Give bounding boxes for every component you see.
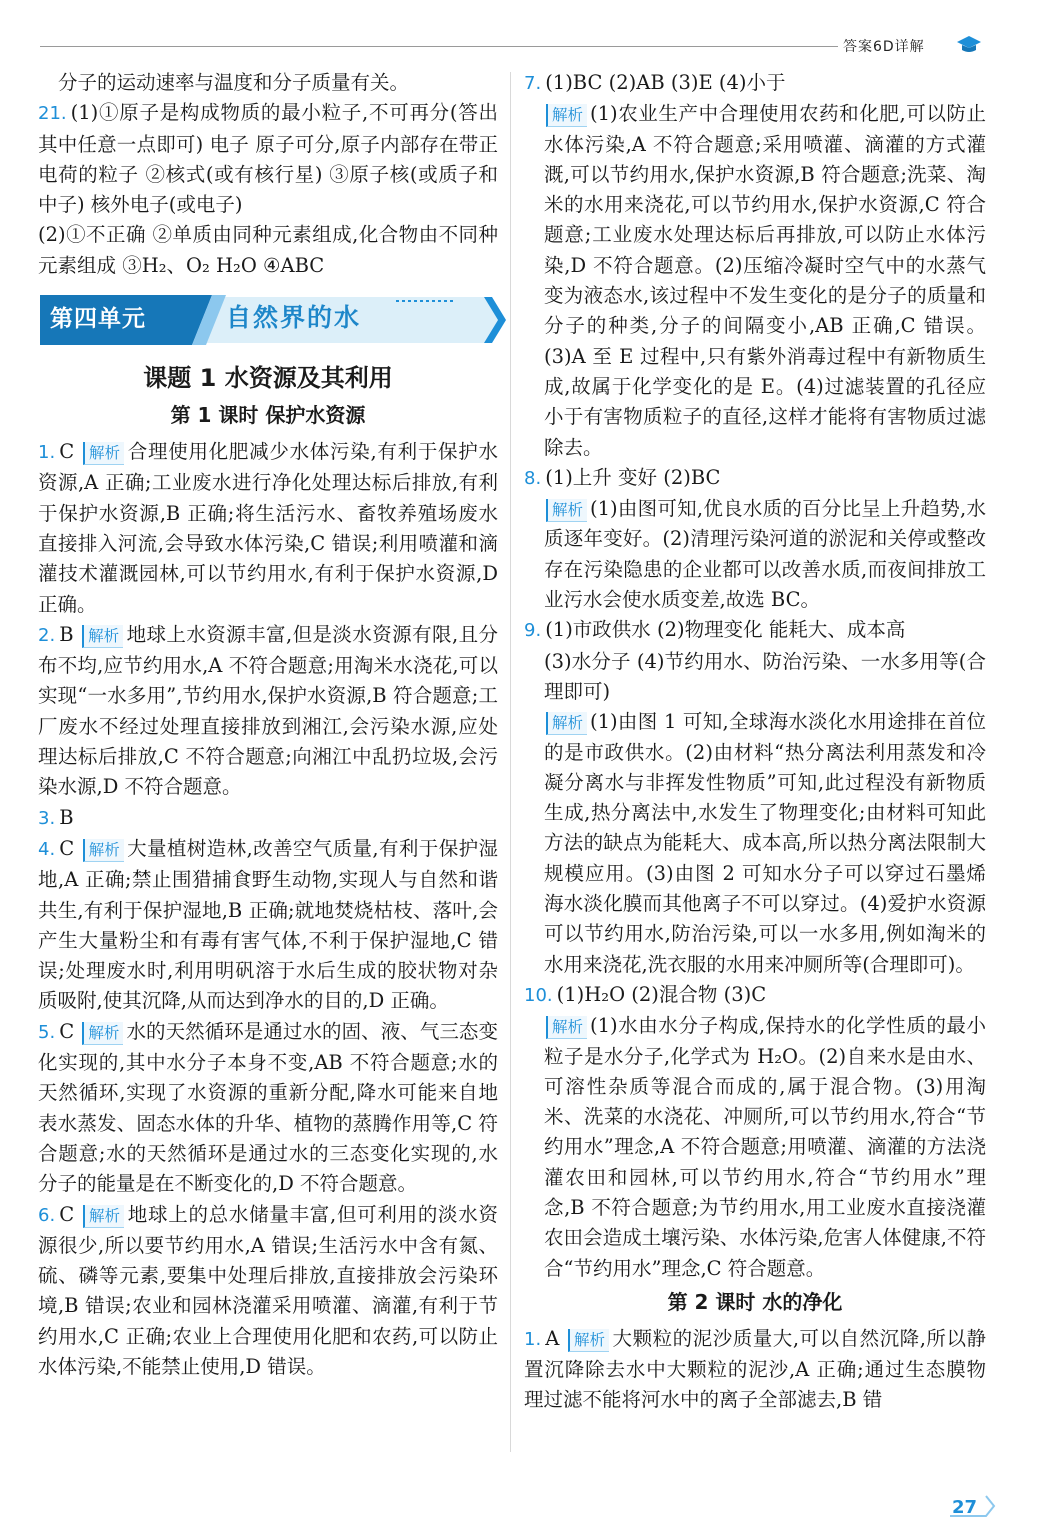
answer-9-part2: (3)水分子 (4)节约用水、防治污染、一水多用等(合理即可) bbox=[544, 649, 986, 703]
analysis-tag: 解析 bbox=[82, 625, 123, 648]
answer-choice: (1)上升 变好 (2)BC bbox=[545, 465, 721, 489]
question-number: 2. bbox=[38, 624, 56, 646]
unit-label: 第四单元 bbox=[50, 306, 146, 333]
question-number: 9. bbox=[524, 620, 542, 642]
answer-choice: (1)市政供水 (2)物理变化 能耗大、成本高 bbox=[545, 618, 906, 642]
analysis-tag: 解析 bbox=[546, 104, 587, 127]
answer-text: (1)①原子是构成物质的最小粒子,不可再分(答出其中任意一点即可) 电子 原子可分,原子内部存在带正电荷的粒子 ②核式(或有核行星) ③原子核(或质子和中子) 核外电子(或电子) bbox=[38, 101, 498, 217]
analysis-tag: 解析 bbox=[546, 712, 587, 735]
analysis-8 bbox=[524, 494, 986, 615]
left-column bbox=[38, 68, 498, 1382]
answer-choice: (1)BC (2)AB (3)E (4)小于 bbox=[545, 71, 786, 94]
answer-1-lesson2 bbox=[524, 1324, 986, 1416]
analysis-text: (1)由图可知,优良水质的百分比呈上升趋势,水质逐年变好。(2)清理污染河道的淤泥和关停或整改存在污染隐患的企业都可以改善水质,而夜间排放工业污水会使水质变差,故选 BC。 bbox=[544, 497, 986, 612]
page-number: 27 bbox=[952, 1497, 978, 1518]
analysis-10 bbox=[524, 1011, 986, 1284]
question-number: 7. bbox=[524, 73, 542, 94]
analysis-text: 大颗粒的泥沙质量大,可以自然沉降,所以静置沉降除去水中大颗粒的泥沙,A 正确;通过生态膜物理过滤不能将河水中的离子全部滤去,B 错 bbox=[524, 1326, 986, 1412]
prev-answer-line: 分子的运动速率与温度和分子质量有关。 bbox=[58, 71, 410, 94]
question-number: 6. bbox=[38, 1204, 56, 1226]
analysis-tag: 解析 bbox=[82, 1022, 123, 1045]
answer-choice: C bbox=[59, 836, 75, 860]
answer-choice: C bbox=[59, 1019, 75, 1043]
question-number: 21. bbox=[38, 103, 67, 125]
question-number: 1. bbox=[524, 1328, 542, 1350]
analysis-tag: 解析 bbox=[546, 499, 587, 522]
answer-choice: A bbox=[545, 1326, 560, 1350]
answer-choice: C bbox=[59, 440, 75, 464]
analysis-text: 合理使用化肥减少水体污染,有利于保护水资源,A 正确;工业废水进行净化处理达标后排放,有利于保护水资源,B 正确;将生活污水、畜牧养殖场废水直接排入河流,会导致水体污染,C 错误;利用喷灌和滴灌技术灌溉园林,可以节约用水,有利于保护水资源,D 正确。 bbox=[38, 440, 499, 616]
graduation-cap-icon bbox=[956, 34, 982, 54]
answer-choice: B bbox=[59, 805, 74, 829]
analysis-7 bbox=[524, 99, 986, 463]
lesson-subtitle: 第 1 课时 保护水资源 bbox=[170, 403, 366, 428]
analysis-text: 地球上水资源丰富,但是淡水资源有限,且分布不均,应节约用水,A 不符合题意;用淘米水浇花,可以实现“一水多用”,节约用水,保护水资源,B 符合题意;工厂废水不经过处理直接排放到湘江,会污染水源,应处理达标后排放,C 不符合题意;向湘江中乱扔垃圾,会污染水源,D 不符合题意。 bbox=[38, 622, 498, 799]
unit-banner bbox=[36, 291, 498, 349]
analysis-tag: 解析 bbox=[546, 1016, 587, 1039]
header-rule bbox=[40, 46, 838, 47]
answer-8 bbox=[524, 463, 986, 494]
answer-choice: (1)H₂O (2)混合物 (3)C bbox=[556, 982, 767, 1006]
answer-item-1 bbox=[38, 437, 498, 620]
answer-item-4 bbox=[38, 834, 498, 1017]
analysis-text: 大量植树造林,改善空气质量,有利于保护湿地,A 正确;禁止围猎捕食野生动物,实现人与自然和谐共生,有利于保护湿地,B 正确;就地焚烧枯枝、落叶,会产生大量粉尘和有毒有害气体,不利于保护湿地,C 错误;处理废水时,利用明矾溶于水后生成的胶状物对杂质吸附,使其沉降,从而达到净水的目的,D 正确。 bbox=[38, 836, 498, 1013]
answer-21 bbox=[38, 98, 498, 220]
lesson-title: 课题 1 水资源及其利用 bbox=[143, 364, 393, 393]
analysis-text: (1)水由水分子构成,保持水的化学性质的最小粒子是水分子,化学式为 H₂O。(2)自来水是由水、可溶性杂质等混合而成的,属于混合物。(3)用淘米、洗菜的水浇花、冲厕所,可以节约用水,符合“节约用水”理念,A 不符合题意;用喷灌、滴灌的方法浇灌农田和园林,可以节约用水,符合“节约用水”理念,B 不符合题意;为节约用水,用工业废水直接浇灌农田会造成土壤污染、水体污染,危害人体健康,不符合“节约用水”理念,C 符合题意。 bbox=[544, 1014, 986, 1280]
question-number: 4. bbox=[38, 838, 56, 860]
answer-10 bbox=[524, 980, 986, 1011]
analysis-text: (1)由图 1 可知,全球海水淡化水用途排在首位的是市政供水。(2)由材料“热分离法利用蒸发和冷凝分离水与非挥发性物质”可知,此过程没有新物质生成,热分离法中,水发生了物理变化;由材料可知此方法的缺点为能耗大、成本高,所以热分离法限制大规模应用。(3)由图 2 可知水分子可以穿过石墨烯海水淡化膜而其他离子不可以穿过。(4)爱护水资源可以节约用水,防治污染,可以一水多用,例如淘米的水用来浇花,洗衣服的水用来冲厕所等(合理即可)。 bbox=[544, 710, 986, 976]
column-divider bbox=[510, 72, 511, 1452]
question-number: 8. bbox=[524, 467, 542, 489]
answer-choice: C bbox=[59, 1202, 75, 1226]
analysis-text: 水的天然循环是通过水的固、液、气三态变化实现的,其中水分子本身不变,AB 不符合题意;水的天然循环,实现了水资源的重新分配,降水可能来自地表水蒸发、固态水体的升华、植物的蒸腾作用等,C 符合题意;水的天然循环是通过水的三态变化实现的,水分子的能量是在不断变化的,D 不符合题意。 bbox=[38, 1019, 498, 1196]
analysis-tag: 解析 bbox=[83, 839, 124, 862]
answer-9 bbox=[524, 615, 986, 646]
answer-item-5 bbox=[38, 1017, 498, 1200]
answer-choice: B bbox=[59, 622, 74, 646]
unit-title: 自然界的水 bbox=[226, 303, 362, 333]
question-number: 1. bbox=[38, 442, 56, 464]
lesson-2-subtitle: 第 2 课时 水的净化 bbox=[667, 1289, 843, 1314]
answer-21-part2: (2)①不正确 ②单质由同种元素组成,化合物由不同种元素组成 ③H₂、O₂ H₂O ④ABC bbox=[38, 223, 498, 277]
question-number: 5. bbox=[38, 1021, 56, 1043]
header-label: 答案6D详解 bbox=[843, 39, 925, 55]
analysis-tag: 解析 bbox=[568, 1329, 609, 1352]
answer-item-2 bbox=[38, 620, 498, 803]
answer-item-6 bbox=[38, 1200, 498, 1383]
analysis-9 bbox=[524, 707, 986, 980]
question-number: 10. bbox=[524, 984, 553, 1006]
question-number: 3. bbox=[38, 807, 56, 829]
analysis-text: 地球上的总水储量丰富,但可利用的淡水资源很少,所以要节约用水,A 错误;生活污水中含有氮、硫、磷等元素,要集中处理后排放,直接排放会污染环境,B 错误;农业和园林浇灌采用喷灌、滴灌,有利于节约用水,C 正确;农业上合理使用化肥和农药,可以防止水体污染,不能禁止使用,D 错误。 bbox=[38, 1202, 499, 1378]
analysis-text: (1)农业生产中合理使用农药和化肥,可以防止水体污染,A 不符合题意;采用喷灌、滴灌的方式灌溉,可以节约用水,保护水资源,B 符合题意;洗菜、淘米的水用来浇花,可以节约用水,保护水资源,C 符合题意;工业废水处理达标后再排放,可以防止水体污染,D 不符合题意。(2)压缩冷凝时空气中的水蒸气变为液态水,该过程中不发生变化的是分子的质量和分子的种类,分子的间隔变小,AB 正确,C 错误。(3)A 至 E 过程中,只有紫外消毒过程中有新物质生成,故属于化学变化的是 E。(4)过滤装置的孔径应小于有害物质粒子的直径,这样才能将有害物质过滤除去。 bbox=[544, 102, 986, 459]
answer-item-3 bbox=[38, 803, 498, 834]
right-column bbox=[524, 68, 986, 1416]
analysis-tag: 解析 bbox=[83, 442, 124, 465]
answer-7 bbox=[524, 68, 986, 99]
analysis-tag: 解析 bbox=[83, 1205, 124, 1228]
